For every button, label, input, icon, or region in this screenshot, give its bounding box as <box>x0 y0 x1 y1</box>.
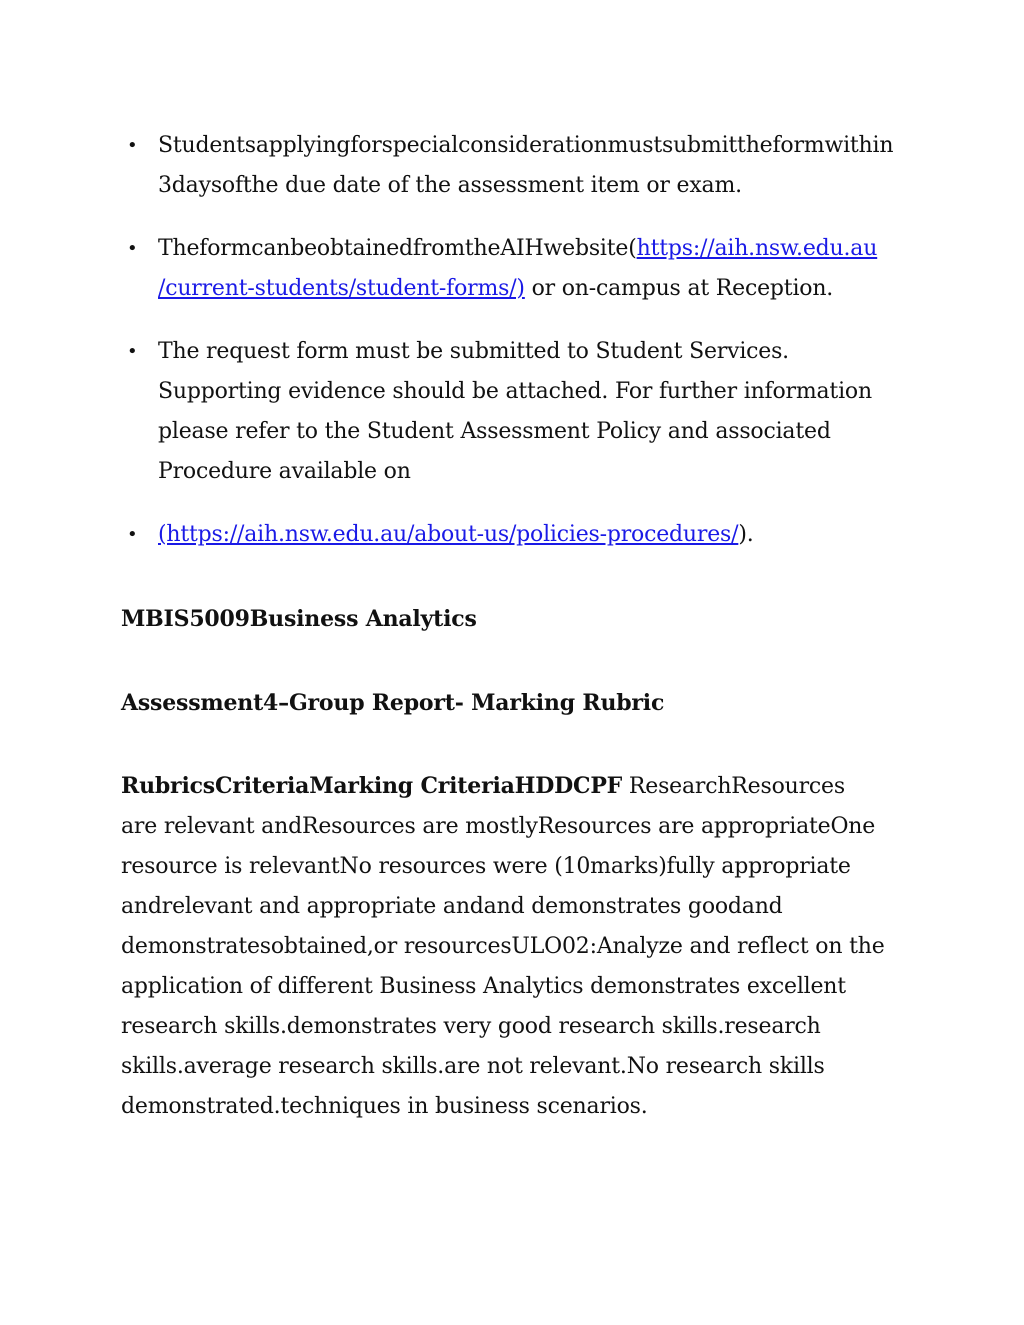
bullet-dot: • <box>127 135 138 156</box>
bullet-text-line <box>158 269 903 309</box>
bullet-dot: • <box>127 238 138 259</box>
rubric-paragraph <box>121 766 906 1127</box>
bullet-text-line: The request form must be submitted to Student Services. <box>158 339 789 364</box>
rubric-line: demonstrated.techniques in business scenarios. <box>121 1094 648 1119</box>
rubric-line: resource is relevantNo resources were (10marks)fully appropriate <box>121 854 851 879</box>
policies-procedures-link[interactable]: (https://aih.nsw.edu.au/about-us/policies-procedures/ <box>158 522 739 547</box>
bullet-dot: • <box>127 341 138 362</box>
rubric-line: are relevant andResources are mostlyResources are appropriateOne <box>121 814 876 839</box>
rubric-bold-lead: RubricsCriteriaMarking CriteriaHDDCPF <box>121 773 623 799</box>
rubric-line <box>121 766 906 807</box>
rubric-line: research skills.demonstrates very good research skills.research <box>121 1014 821 1039</box>
rubric-line: andrelevant and appropriate andand demonstrates goodand <box>121 894 783 919</box>
bullet-text-line <box>158 515 903 555</box>
bullet-text-line: 3daysofthe due date of the assessment item or exam. <box>158 173 742 198</box>
bullet-item-policies-link <box>0 515 903 555</box>
bullet-item-request-form <box>0 332 903 492</box>
student-forms-link[interactable]: https://aih.nsw.edu.au <box>636 236 878 261</box>
bullet-text-line <box>158 229 903 269</box>
bullet-text-line: Procedure available on <box>158 459 411 484</box>
course-title: MBIS5009Business Analytics <box>121 606 477 632</box>
rubric-line: application of different Business Analytics demonstrates excellent <box>121 974 846 999</box>
rubric-line: skills.average research skills.are not relevant.No research skills <box>121 1054 825 1079</box>
assessment-title: Assessment4–Group Report- Marking Rubric <box>121 690 665 716</box>
bullet-text-line: Studentsapplyingforspecialconsiderationmustsubmittheformwithin <box>158 133 894 158</box>
rubric-line: demonstratesobtained,or resourcesULO02:Analyze and reflect on the <box>121 934 885 959</box>
bullet-item-special-consideration <box>0 126 903 206</box>
bullet-dot: • <box>127 524 138 545</box>
student-forms-link-continued[interactable]: /current-students/student-forms/) <box>158 276 525 301</box>
rubric-text: ResearchResources <box>622 774 845 799</box>
bullet-text-line: Supporting evidence should be attached. For further information <box>158 379 872 404</box>
bullet-text: or on-campus at Reception. <box>524 276 834 301</box>
bullet-text: ). <box>738 522 754 547</box>
bullet-text-line: please refer to the Student Assessment Policy and associated <box>158 419 831 444</box>
bullet-text: TheformcanbeobtainedfromtheAIHwebsite( <box>158 236 637 261</box>
bullet-list <box>0 126 1024 578</box>
bullet-item-form-source <box>0 229 903 309</box>
